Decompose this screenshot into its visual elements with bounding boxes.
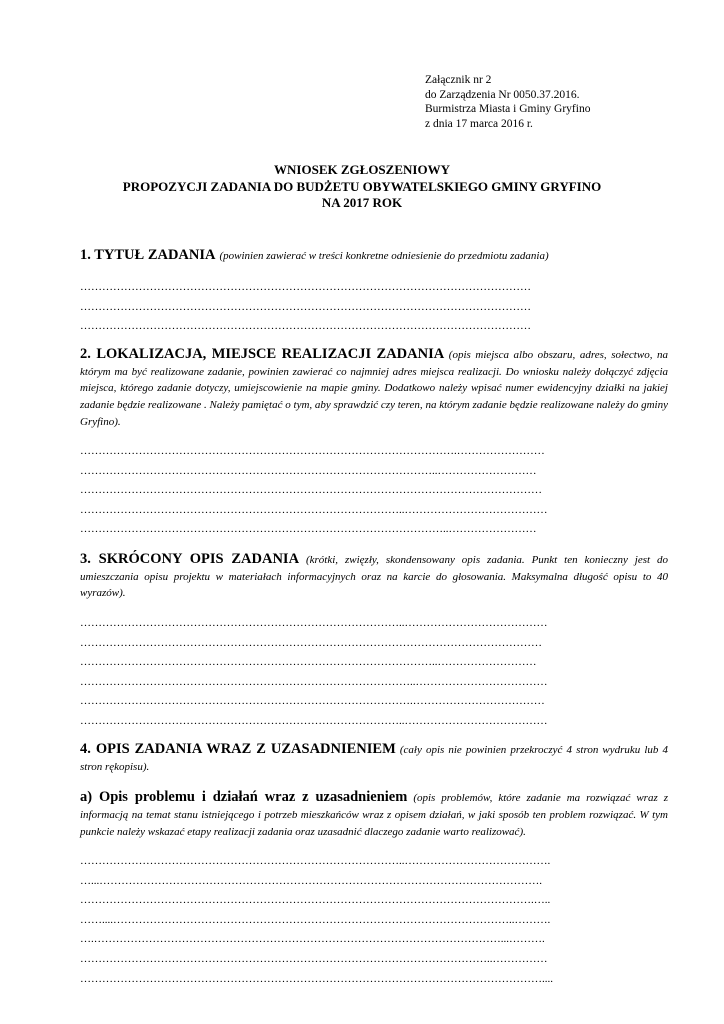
answer-line[interactable]: …...…………………………………………………………………………………………………………. bbox=[80, 874, 542, 887]
section-2-heading: 2. LOKALIZACJA, MIEJSCE REALIZACJI ZADANIA bbox=[80, 346, 445, 362]
answer-line[interactable]: ……………………………………………………………………………………..……………………… bbox=[80, 464, 537, 477]
section-3-header bbox=[80, 551, 668, 602]
document-title bbox=[0, 162, 724, 212]
section-1-heading: 1. TYTUŁ ZADANIA bbox=[80, 247, 216, 263]
section-4-heading: 4. OPIS ZADANIA WRAZ Z UZASADNIENIEM bbox=[80, 741, 396, 757]
answer-line[interactable]: ……………………………………………………………………………..…………………………………. bbox=[80, 855, 551, 867]
annex-header bbox=[425, 73, 590, 131]
answer-line[interactable]: …………………………………………………………………………………………………………….….. bbox=[80, 894, 551, 907]
answer-line[interactable]: …………………………………………………………………………………………………………… bbox=[80, 320, 531, 333]
annex-line: Załącznik nr 2 bbox=[425, 74, 492, 86]
answer-line[interactable]: ….…………………………………………………………………………………………………...………. bbox=[80, 933, 545, 946]
answer-line[interactable]: …………………………………………………………………………………………………..…………… bbox=[80, 952, 548, 965]
answer-line[interactable]: ……………………………………………………………………………..………………………………… bbox=[80, 714, 548, 727]
section-3-note: (krótki, zwięzły, skondensowany opis zadania. Punkt ten konieczny jest do umieszczania opisu projektu w materiałach informacyjnych oraz na karcie do głosowania. Maksymalna długość opisu to 40 wyrazów). bbox=[80, 554, 669, 600]
section-1-header bbox=[80, 245, 668, 266]
annex-line: do Zarządzenia Nr 0050.37.2016. bbox=[425, 88, 580, 101]
annex-line: Burmistrza Miasta i Gminy Gryfino bbox=[425, 103, 591, 116]
answer-line[interactable]: ……………………………………………………………………………….……………………………… bbox=[80, 695, 545, 708]
section-3-answer-lines[interactable] bbox=[80, 614, 670, 732]
answer-line[interactable]: ………………………………………………………………………………..……………………………… bbox=[80, 675, 548, 688]
answer-line[interactable]: ……………………………………………………………………………..………………………………… bbox=[80, 503, 548, 516]
answer-line[interactable]: ………………………………………………………………………………………….…………………… bbox=[80, 445, 545, 457]
section-2-note: (opis miejsca albo obszaru, adres, sołectwo, na którym ma być realizowane zadanie, powinien zawierać co najmniej adres miejsca realizacji. Do wniosku należy dołączyć zdjęcia miejsca, którego zadanie dotyczy, umiejscowienie na mapie gminy. Dodatkowo należy wpisać numer ewidencyjny działki na jakiej zadanie będzie realizowane . Należy pamiętać o tym, aby sprawdzić czy teren, na którym zadanie będzie realizowane należy do gminy Gryfino). bbox=[80, 349, 669, 428]
answer-line[interactable]: …………………………………………………………………………………………………………… bbox=[80, 281, 531, 293]
section-4a-note: (opis problemów, które zadanie ma rozwiązać wraz z informacją na temat stanu istniejącego i potrzeb mieszkańców wraz z opisem działań, w jaki sposób ten problem rozwiązać. W tym punkcie należy wskazać etapy realizacji zadania oraz uzasadnić dlaczego zadanie warto realizować). bbox=[80, 792, 668, 838]
answer-line[interactable]: ……………………………………………………………………………………………………………… bbox=[80, 484, 542, 497]
annex-line: z dnia 17 marca 2016 r. bbox=[425, 117, 533, 130]
answer-line[interactable]: ……....………………………………………………………………………………………………..………. bbox=[80, 913, 551, 926]
answer-line[interactable]: ………………………………………………………………………………………..…………………… bbox=[80, 523, 537, 536]
section-4a-answer-lines[interactable] bbox=[80, 852, 670, 989]
title-line: PROPOZYCJI ZADANIA DO BUDŻETU OBYWATELSKIEGO GMINY GRYFINO bbox=[122, 178, 602, 194]
answer-line[interactable]: ……………………………………………………………………………..………………………………… bbox=[80, 617, 548, 629]
answer-line[interactable]: ……………………………………………………………………………………………………………… bbox=[80, 636, 542, 649]
answer-line[interactable]: ……………………………………………………………………………………..……………………… bbox=[80, 656, 537, 669]
answer-line[interactable]: …………………………………………………………………………………………………………… bbox=[80, 300, 531, 313]
section-4a-header bbox=[80, 789, 668, 841]
section-3-heading: 3. SKRÓCONY OPIS ZADANIA bbox=[80, 551, 300, 567]
answer-line[interactable]: ……………………………………………………………………………………………………………….... bbox=[80, 972, 553, 985]
section-2-answer-lines[interactable] bbox=[80, 442, 670, 540]
section-1-note: (powinien zawierać w treści konkretne odniesienie do przedmiotu zadania) bbox=[219, 250, 549, 262]
title-line: NA 2017 ROK bbox=[321, 195, 403, 210]
title-line: WNIOSEK ZGŁOSZENIOWY bbox=[274, 162, 450, 177]
section-4a-heading: a) Opis problemu i działań wraz z uzasadnieniem bbox=[80, 789, 408, 805]
section-4-header bbox=[80, 741, 668, 775]
section-4-note: (cały opis nie powinien przekroczyć 4 stron wydruku lub 4 stron rękopisu). bbox=[80, 744, 669, 773]
section-2-header bbox=[80, 346, 668, 431]
section-1-answer-lines[interactable] bbox=[80, 278, 670, 337]
